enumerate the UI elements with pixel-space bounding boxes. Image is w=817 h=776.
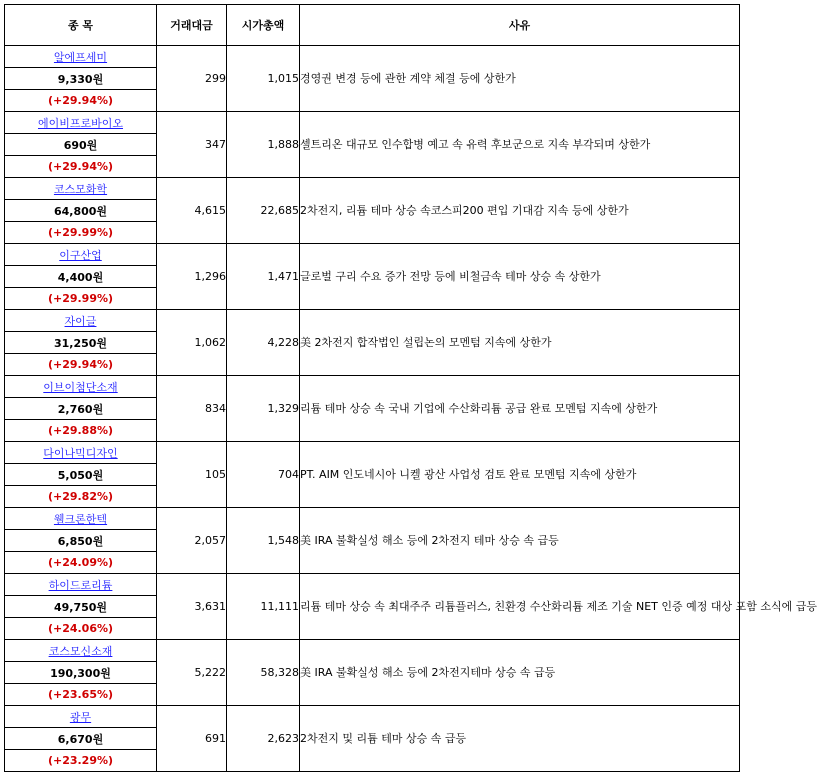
price-cell: 190,300원	[5, 662, 157, 684]
market-cap-cell: 2,623	[227, 706, 300, 772]
stock-table	[4, 4, 817, 772]
price-cell: 690원	[5, 134, 157, 156]
price-cell: 6,670원	[5, 728, 157, 750]
change-cell: (+23.65%)	[5, 684, 157, 706]
table-row	[5, 112, 740, 134]
stock-name-link[interactable]: 알에프세미	[53, 50, 108, 64]
market-cap-cell: 1,015	[227, 46, 300, 112]
price-cell: 31,250원	[5, 332, 157, 354]
table-row	[5, 706, 740, 728]
table-row	[5, 244, 740, 266]
market-cap-cell: 4,228	[227, 310, 300, 376]
stock-name-cell	[5, 112, 157, 134]
stock-name-link[interactable]: 광무	[69, 710, 92, 724]
trading-value-cell: 691	[157, 706, 227, 772]
reason-cell: 경영권 변경 등에 관한 계약 체결 등에 상한가	[300, 46, 740, 112]
table-row	[5, 442, 740, 464]
change-cell: (+29.99%)	[5, 222, 157, 244]
trading-value-cell: 4,615	[157, 178, 227, 244]
trading-value-cell: 1,296	[157, 244, 227, 310]
table-row	[5, 574, 740, 596]
market-cap-cell: 1,888	[227, 112, 300, 178]
header-name: 종 목	[5, 5, 157, 46]
change-cell: (+29.94%)	[5, 90, 157, 112]
change-cell: (+24.09%)	[5, 552, 157, 574]
table-row	[5, 178, 740, 200]
trading-value-cell: 347	[157, 112, 227, 178]
stock-name-link[interactable]: 이구산업	[59, 248, 102, 262]
market-cap-cell: 11,111	[227, 574, 300, 640]
change-cell: (+29.88%)	[5, 420, 157, 442]
reason-cell: 美 IRA 불확실성 해소 등에 2차전지 테마 상승 속 급등	[300, 508, 740, 574]
stock-name-link[interactable]: 웰크론한텍	[53, 512, 108, 526]
reason-cell: 2차전지, 리튬 테마 상승 속코스피200 편입 기대감 지속 등에 상한가	[300, 178, 740, 244]
stock-name-link[interactable]: 에이비프로바이오	[37, 116, 123, 130]
reason-cell: PT. AIM 인도네시아 니켈 광산 사업성 검토 완료 모멘텀 지속에 상한가	[300, 442, 740, 508]
reason-cell: 셀트리온 대규모 인수합병 예고 속 유력 후보군으로 지속 부각되며 상한가	[300, 112, 740, 178]
table-body	[5, 46, 817, 772]
market-cap-cell: 1,471	[227, 244, 300, 310]
reason-cell: 리튬 테마 상승 속 국내 기업에 수산화리튬 공급 완료 모멘텀 지속에 상한가	[300, 376, 740, 442]
stock-name-cell	[5, 442, 157, 464]
header-reason: 사유	[300, 5, 740, 46]
change-cell: (+29.82%)	[5, 486, 157, 508]
stock-name-link[interactable]: 이브이첨단소재	[43, 380, 118, 394]
table-row	[5, 46, 740, 68]
trading-value-cell: 3,631	[157, 574, 227, 640]
stock-name-link[interactable]: 자이글	[64, 314, 97, 328]
stock-name-link[interactable]: 다이나믹디자인	[43, 446, 118, 460]
stock-name-cell	[5, 46, 157, 68]
header-row	[5, 5, 740, 46]
market-cap-cell: 1,548	[227, 508, 300, 574]
table-row	[5, 376, 740, 398]
trading-value-cell: 299	[157, 46, 227, 112]
stock-name-cell	[5, 178, 157, 200]
change-cell: (+29.94%)	[5, 354, 157, 376]
market-cap-cell: 22,685	[227, 178, 300, 244]
stock-name-cell	[5, 244, 157, 266]
trading-value-cell: 834	[157, 376, 227, 442]
stock-name-link[interactable]: 코스모화학	[53, 182, 108, 196]
reason-cell: 글로벌 구리 수요 증가 전망 등에 비철금속 테마 상승 속 상한가	[300, 244, 740, 310]
change-cell: (+29.94%)	[5, 156, 157, 178]
market-cap-cell: 704	[227, 442, 300, 508]
market-cap-cell: 1,329	[227, 376, 300, 442]
stock-name-link[interactable]: 하이드로리튬	[48, 578, 113, 592]
reason-cell: 리튬 테마 상승 속 최대주주 리튬플러스, 친환경 수산화리튬 제조 기술 NET 인증 예정 대상 포함 소식에 급등	[300, 574, 740, 640]
change-cell: (+23.29%)	[5, 750, 157, 772]
header-trading-value: 거래대금	[157, 5, 227, 46]
header-market-cap: 시가총액	[227, 5, 300, 46]
trading-value-cell: 1,062	[157, 310, 227, 376]
price-cell: 64,800원	[5, 200, 157, 222]
price-cell: 4,400원	[5, 266, 157, 288]
trading-value-cell: 5,222	[157, 640, 227, 706]
stock-name-cell	[5, 574, 157, 596]
price-cell: 9,330원	[5, 68, 157, 90]
reason-cell: 2차전지 및 리튬 테마 상승 속 급등	[300, 706, 740, 772]
stock-name-cell	[5, 640, 157, 662]
change-cell: (+24.06%)	[5, 618, 157, 640]
stock-name-cell	[5, 508, 157, 530]
table-row	[5, 640, 740, 662]
stock-name-cell	[5, 310, 157, 332]
market-cap-cell: 58,328	[227, 640, 300, 706]
trading-value-cell: 2,057	[157, 508, 227, 574]
price-cell: 6,850원	[5, 530, 157, 552]
stock-name-cell	[5, 706, 157, 728]
table-row	[5, 310, 740, 332]
price-cell: 49,750원	[5, 596, 157, 618]
change-cell: (+29.99%)	[5, 288, 157, 310]
price-cell: 5,050원	[5, 464, 157, 486]
reason-cell: 美 2차전지 합작법인 설립논의 모멘텀 지속에 상한가	[300, 310, 740, 376]
stock-name-cell	[5, 376, 157, 398]
price-cell: 2,760원	[5, 398, 157, 420]
table-row	[5, 508, 740, 530]
trading-value-cell: 105	[157, 442, 227, 508]
reason-cell: 美 IRA 불확실성 해소 등에 2차전지테마 상승 속 급등	[300, 640, 740, 706]
stock-name-link[interactable]: 코스모신소재	[48, 644, 113, 658]
